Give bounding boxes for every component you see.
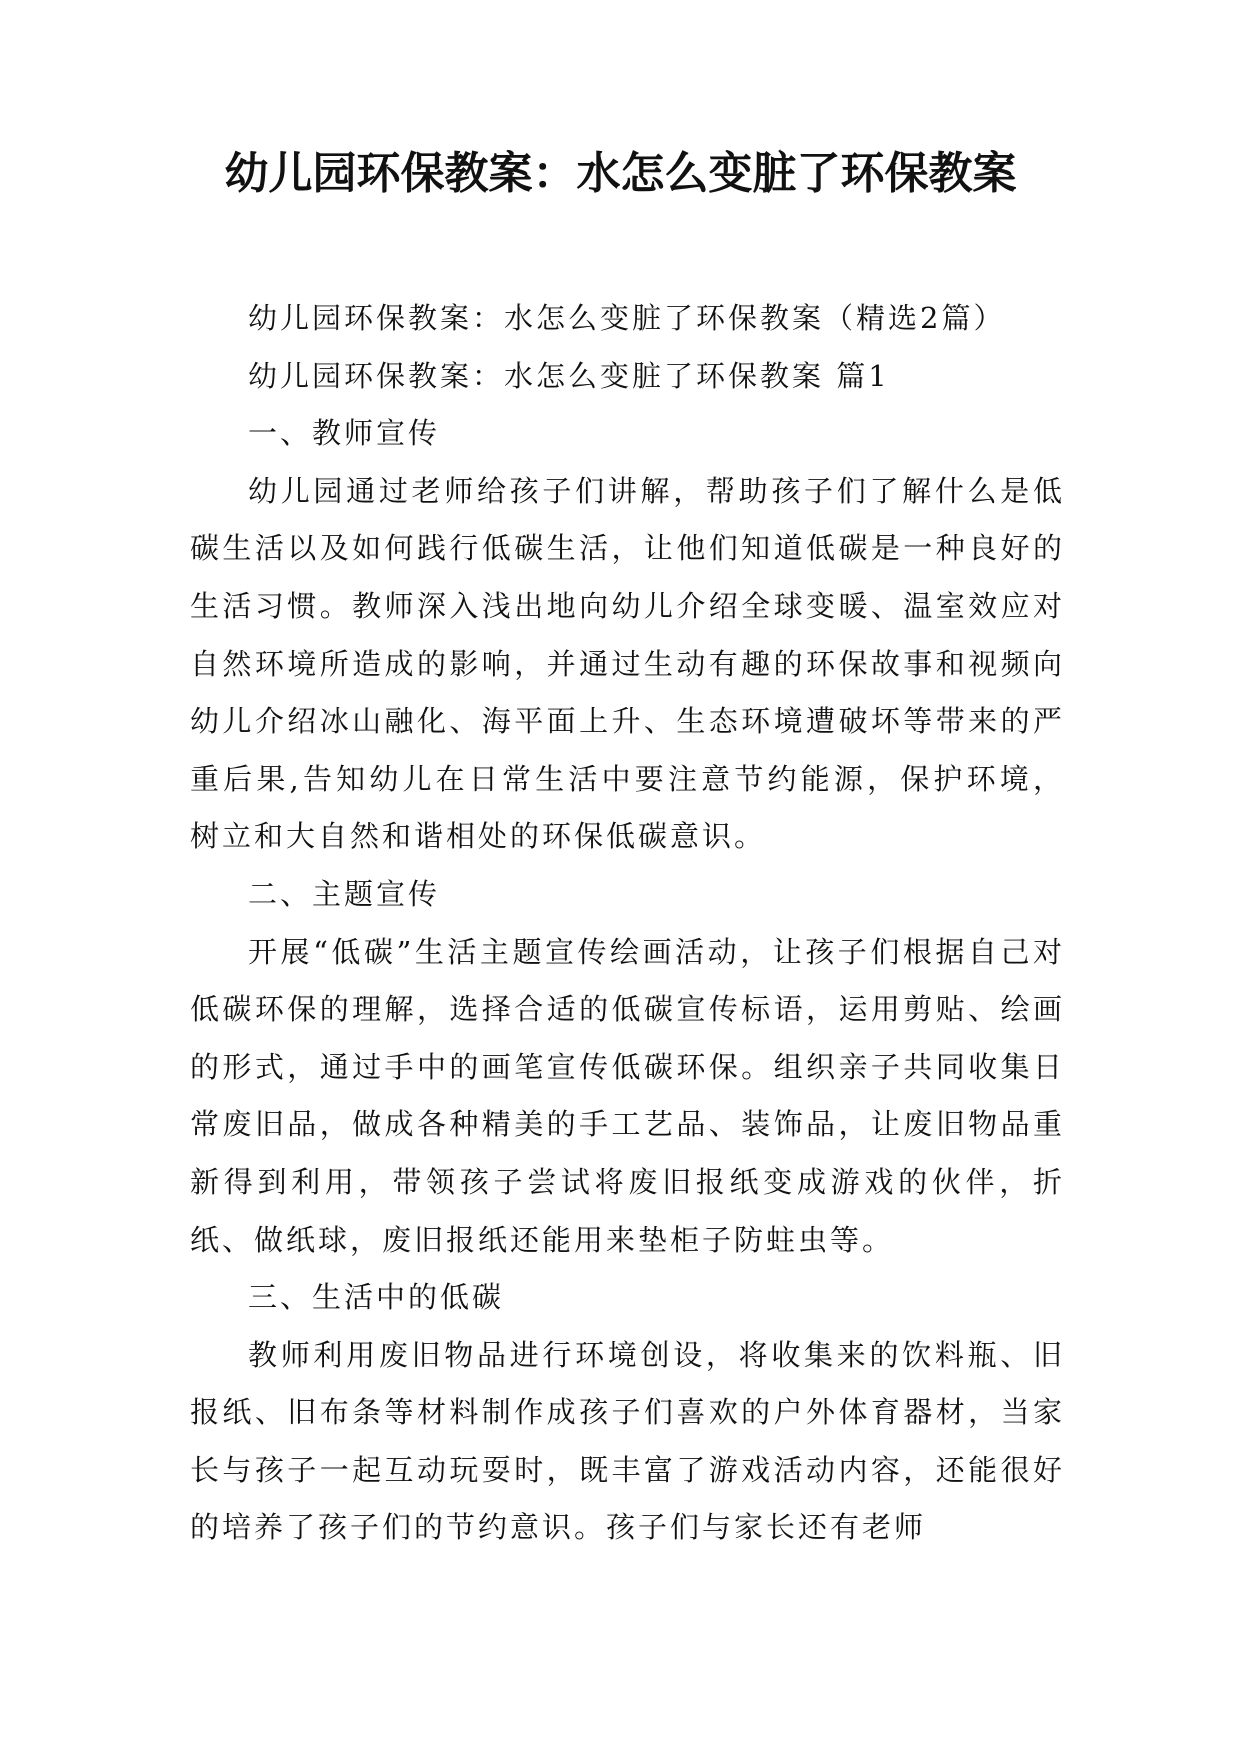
heading-low-carbon-life: 三、生活中的低碳 [248, 1280, 505, 1315]
document-body [190, 290, 1065, 1557]
document-title: 幼儿园环保教案：水怎么变脏了环保教案 [224, 148, 1017, 199]
heading-theme-promotion: 二、主题宣传 [248, 876, 441, 911]
section-heading-part-1: 幼儿园环保教案：水怎么变脏了环保教案 篇1 [248, 358, 890, 393]
subtitle-paragraph: 幼儿园环保教案：水怎么变脏了环保教案（精选2篇） [248, 301, 1006, 335]
heading-teacher-promotion: 一、教师宣传 [248, 416, 441, 451]
paragraph-theme-promotion: 开展“低碳”生活主题宣传绘画活动，让孩子们根据自己对低碳环保的理解，选择合适的低碳宣传标语，运用剪贴、绘画的形式，通过手中的画笔宣传低碳环保。组织亲子共同收集日常废旧品，做成各种精美的手工艺品、装饰品，让废旧物品重新得到利用，带领孩子尝试将废旧报纸变成游戏的伙伴，折纸、做纸球，废旧报纸还能用来垫柜子防蛀虫等。 [190, 934, 1065, 1257]
paragraph-low-carbon-life: 教师利用废旧物品进行环境创设，将收集来的饮料瓶、旧报纸、旧布条等材料制作成孩子们喜欢的户外体育器材，当家长与孩子一起互动玩耍时，既丰富了游戏活动内容，还能很好的培养了孩子们的节约意识。孩子们与家长还有老师 [190, 1337, 1065, 1545]
paragraph-teacher-promotion: 幼儿园通过老师给孩子们讲解，帮助孩子们了解什么是低碳生活以及如何践行低碳生活，让他们知道低碳是一种良好的生活习惯。教师深入浅出地向幼儿介绍全球变暖、温室效应对自然环境所造成的影响，并通过生动有趣的环保故事和视频向幼儿介绍冰山融化、海平面上升、生态环境遭破坏等带来的严重后果,告知幼儿在日常生活中要注意节约能源，保护环境，树立和大自然和谐相处的环保低碳意识。 [190, 473, 1065, 854]
